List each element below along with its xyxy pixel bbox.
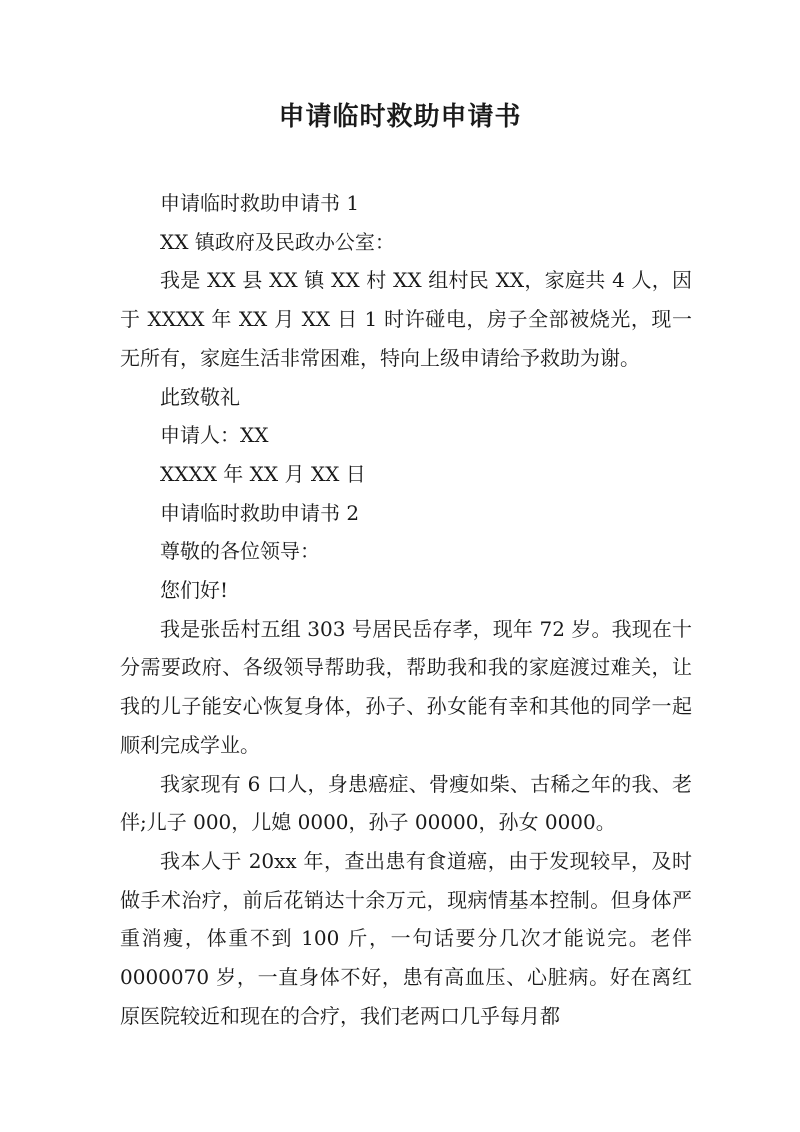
document-title: 申请临时救助申请书 [278, 102, 522, 132]
date-line: XXXX 年 XX 月 XX 日 [160, 461, 366, 486]
closing: 此致敬礼 [160, 384, 240, 409]
salutation: 尊敬的各位领导： [160, 539, 320, 564]
paragraph: 我是张岳村五组 303 号居民岳存孝，现年 72 岁。我现在十分需要政府、各级领导帮助我，帮助我和我的家庭渡过难关，让我的儿子能安心恢复身体，孙子、孙女能有幸和其他的同学一起顺利完成学业。 [120, 616, 692, 757]
document-body [120, 184, 692, 1035]
salutation: XX 镇政府及民政办公室： [160, 229, 395, 254]
section-heading-1: 申请临时救助申请书 1 [160, 191, 360, 215]
paragraph: 我本人于 20xx 年，查出患有食道癌，由于发现较早，及时做手术治疗，前后花销达十余万元，现病情基本控制。但身体严重消瘦，体重不到 100 斤，一句话要分几次才能说完。老伴 0000070 岁，一直身体不好，患有高血压、心脏病。好在离红原医院较近和现在的合疗，我们老两口几乎每月都 [120, 848, 692, 1028]
paragraph: 我是 XX 县 XX 镇 XX 村 XX 组村民 XX，家庭共 4 人，因于 XXXX 年 XX 月 XX 日 1 时许碰电，房子全部被烧光，现一无所有，家庭生活非常困难，特向上级申请给予救助为谢。 [120, 268, 692, 370]
paragraph: 我家现有 6 口人，身患癌症、骨瘦如柴、古稀之年的我、老伴;儿子 000，儿媳 0000，孙子 00000，孙女 0000。 [120, 771, 692, 835]
applicant-line: 申请人：XX [160, 423, 269, 448]
greeting: 您们好! [160, 578, 229, 603]
section-heading-2: 申请临时救助申请书 2 [160, 500, 360, 525]
